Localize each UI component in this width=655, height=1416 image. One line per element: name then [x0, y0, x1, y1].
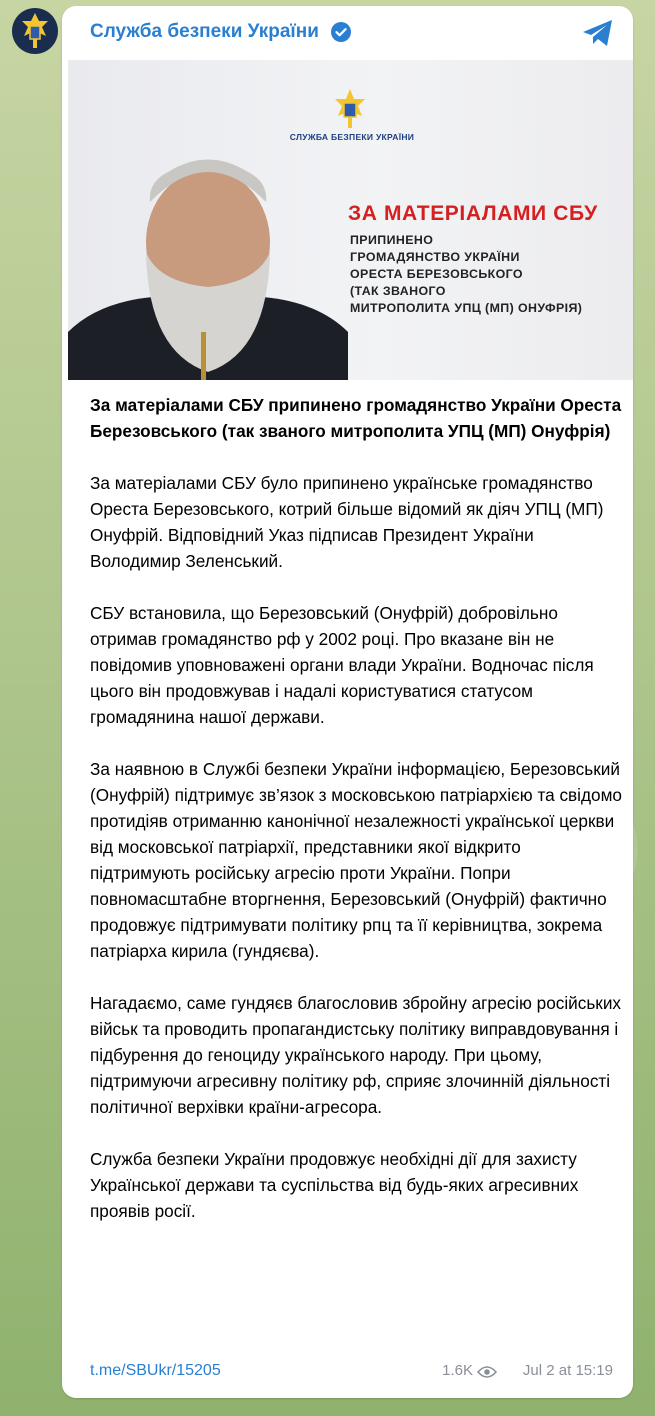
- eye-icon: [477, 1365, 497, 1379]
- post-paragraph: СБУ встановила, що Березовський (Онуфрій) добровільно отримав громадянство рф у 2002 році. Про вказане він не повідомив уповноважені органи влади України. Водночас після цього він продовжував і надалі користуватися статусом громадянина нашої держави.: [90, 603, 594, 727]
- sbu-emblem-icon: [18, 12, 52, 50]
- banner-org-label: СЛУЖБА БЕЗПЕКИ УКРАЇНИ: [289, 132, 415, 142]
- banner-subtext-line: ОРЕСТА БЕРЕЗОВСЬКОГО: [350, 267, 523, 281]
- banner-subtext-line: МИТРОПОЛИТА УПЦ (МП) ОНУФРІЯ): [350, 301, 583, 315]
- post-link[interactable]: t.me/SBUkr/15205: [90, 1362, 221, 1379]
- post-image[interactable]: [68, 60, 633, 380]
- message-footer: [90, 1362, 613, 1384]
- verified-icon: [330, 21, 352, 43]
- share-icon[interactable]: [581, 18, 615, 48]
- views-count: 1.6K: [442, 1362, 473, 1379]
- portrait-image: [68, 132, 348, 380]
- banner-subtext-line: (ТАК ЗВАНОГО: [350, 284, 446, 298]
- banner-subtext-line: ГРОМАДЯНСТВО УКРАЇНИ: [350, 250, 520, 264]
- banner-subtext-line: ПРИПИНЕНО: [350, 233, 434, 247]
- post-paragraph: За матеріалами СБУ було припинено українське громадянство Ореста Березовського, котрий більше відомий як діяч УПЦ (МП) Онуфрій. Відповідний Указ підписав Президент України Володимир Зеленський.: [90, 473, 604, 571]
- post-title: За матеріалами СБУ припинено громадянство України Ореста Березовського (так званого митрополита УПЦ (МП) Онуфрія): [90, 395, 622, 441]
- banner-subtext: [350, 232, 630, 317]
- post-paragraph: Служба безпеки України продовжує необхідні дії для захисту Української держави та суспільства від будь-яких агресивних проявів росії.: [90, 1149, 579, 1221]
- message-text: [90, 392, 625, 1250]
- channel-name[interactable]: Служба безпеки України: [90, 21, 319, 42]
- post-paragraph: За наявною в Службі безпеки України інформацією, Березовський (Онуфрій) підтримує зв’язок з московською патріархією та свідомо протидіяв отриманню канонічної незалежності української церкви від московської патріархії, представники якої відкрито підтримують російську агресію проти України. Попри повномасштабне вторгнення, Березовський (Онуфрій) фактично продовжує підтримувати політику рпц та її керівництва, зокрема патріарха кирила (гундяєва).: [90, 759, 622, 961]
- post-date: Jul 2 at 15:19: [522, 1362, 613, 1379]
- sbu-logo-icon: [332, 88, 368, 130]
- message-header: [62, 6, 633, 60]
- channel-avatar[interactable]: [12, 8, 58, 54]
- banner-headline: ЗА МАТЕРІАЛАМИ СБУ: [348, 202, 598, 225]
- message-card: [62, 6, 633, 1398]
- post-paragraph: Нагадаємо, саме гундяєв благословив збройну агресію російських військ та проводить пропагандистську політику виправдовування і підбурення до геноциду українського народу. При цьому, підтримуючи агресивну політику рф, сприяє злочинній діяльності політичної верхівки країни-агресора.: [90, 993, 622, 1117]
